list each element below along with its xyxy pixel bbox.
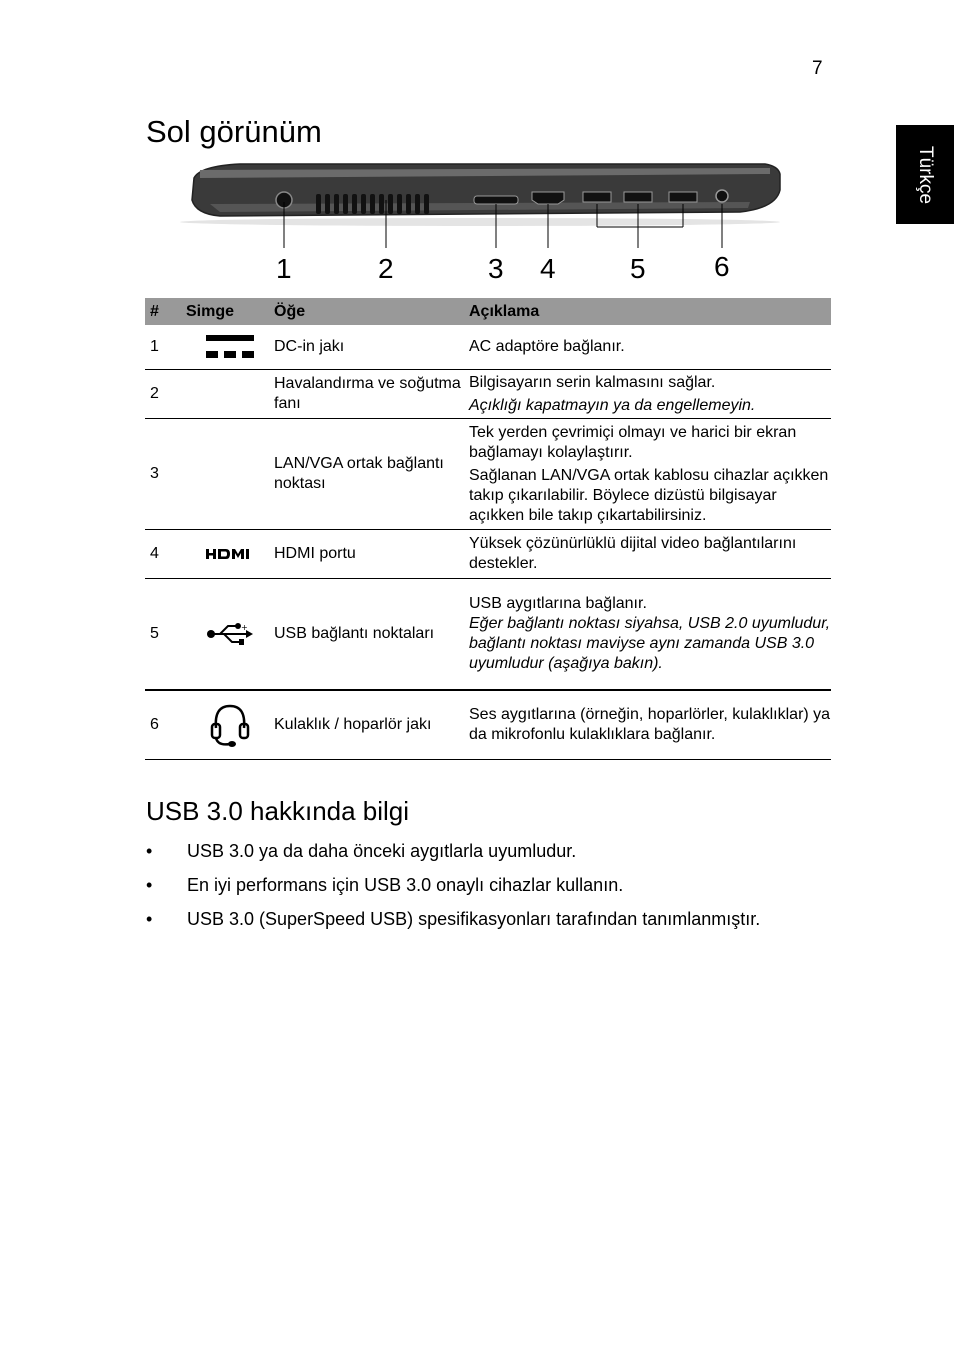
- row-num: 5: [145, 579, 186, 691]
- row-item: DC-in jakı: [274, 325, 469, 370]
- row-desc-note: Eğer bağlantı noktası siyahsa, USB 2.0 uyumludur, bağlantı noktası maviyse aynı zamanda USB 3.0 uyumludur (aşağıya bakın).: [469, 615, 831, 672]
- row-desc-text: USB aygıtlarına bağlanır.: [469, 595, 647, 612]
- usb-icon: [186, 579, 274, 691]
- row-num: 2: [145, 370, 186, 419]
- row-icon-empty: [186, 419, 274, 530]
- table-row: [145, 419, 831, 530]
- row-desc: [469, 579, 831, 691]
- row-desc-note: Açıklığı kapatmayın ya da engellemeyin.: [469, 396, 756, 414]
- callout-1: 1: [276, 253, 292, 284]
- usb-section-title: USB 3.0 hakkında bilgi: [146, 796, 410, 826]
- row-desc: [469, 530, 831, 579]
- laptop-shadow: [180, 218, 780, 226]
- row-num: 1: [145, 325, 186, 370]
- svg-text:+: +: [241, 623, 248, 632]
- row-desc-text: AC adaptöre bağlanır.: [469, 338, 625, 355]
- callout-2: 2: [378, 253, 394, 284]
- language-tab-label: Türkçe: [915, 145, 936, 204]
- header-icon: Simge: [186, 298, 274, 325]
- table-header-row: [145, 298, 831, 325]
- row-num: 4: [145, 530, 186, 579]
- ports-table: [145, 298, 831, 760]
- row-desc-text: Ses aygıtlarına (örneğin, hoparlörler, kulaklıklar) ya da mikrofonlu kulaklıklara bağlanır.: [469, 706, 831, 743]
- row-item: HDMI portu: [274, 530, 469, 579]
- callout-4: 4: [540, 253, 556, 284]
- list-item: • USB 3.0 (SuperSpeed USB) spesifikasyonları tarafından tanımlanmıştır.: [146, 906, 766, 932]
- table-row: [145, 690, 831, 760]
- row-desc: [469, 325, 831, 370]
- row-item: USB bağlantı noktaları: [274, 579, 469, 691]
- laptop-left-side-illustration: [180, 160, 800, 290]
- hdmi-icon: [186, 530, 274, 579]
- language-tab: [896, 125, 954, 224]
- header-desc: Açıklama: [469, 298, 831, 325]
- row-item: Kulaklık / hoparlör jakı: [274, 690, 469, 760]
- usb-port-2: [624, 192, 652, 202]
- row-desc: [469, 370, 831, 419]
- callout-3: 3: [488, 253, 504, 284]
- audio-jack: [716, 190, 728, 202]
- table-row: [145, 530, 831, 579]
- row-item: LAN/VGA ortak bağlantı noktası: [274, 419, 469, 530]
- callout-6: 6: [714, 251, 730, 282]
- hdmi-port: [532, 192, 564, 204]
- usb-port-3: [669, 192, 697, 202]
- row-num: 3: [145, 419, 186, 530]
- header-item: Öğe: [274, 298, 469, 325]
- dc-in-icon: [186, 325, 274, 370]
- row-desc: [469, 419, 831, 530]
- list-item: • En iyi performans için USB 3.0 onaylı cihazlar kullanın.: [146, 872, 766, 898]
- usb-info-list: [146, 838, 766, 940]
- table-row: [145, 325, 831, 370]
- headset-icon: [186, 690, 274, 760]
- page-number: 7: [812, 58, 823, 79]
- section-title: Sol görünüm: [146, 114, 322, 149]
- row-desc-text: Bilgisayarın serin kalmasını sağlar.: [469, 373, 716, 391]
- row-desc-text: Sağlanan LAN/VGA ortak kablosu cihazlar açıkken takıp çıkarılabilir. Böylece dizüstü bilgisayar açıkken bile takıp çıkartabilirsiniz.: [469, 466, 829, 524]
- usb-port-1: [583, 192, 611, 202]
- lan-vga-port: [474, 196, 518, 204]
- table-row: [145, 370, 831, 419]
- row-desc-text: Yüksek çözünürlüklü dijital video bağlantılarını destekler.: [469, 535, 797, 572]
- row-item: Havalandırma ve soğutma fanı: [274, 370, 469, 419]
- header-num: #: [145, 298, 186, 325]
- callout-5: 5: [630, 253, 646, 284]
- row-num: 6: [145, 690, 186, 760]
- row-desc-text: Tek yerden çevrimiçi olmayı ve harici bir ekran bağlamayı kolaylaştırır.: [469, 423, 797, 461]
- row-icon-empty: [186, 370, 274, 419]
- row-desc: [469, 690, 831, 760]
- table-row: [145, 579, 831, 691]
- list-item: • USB 3.0 ya da daha önceki aygıtlarla uyumludur.: [146, 838, 766, 864]
